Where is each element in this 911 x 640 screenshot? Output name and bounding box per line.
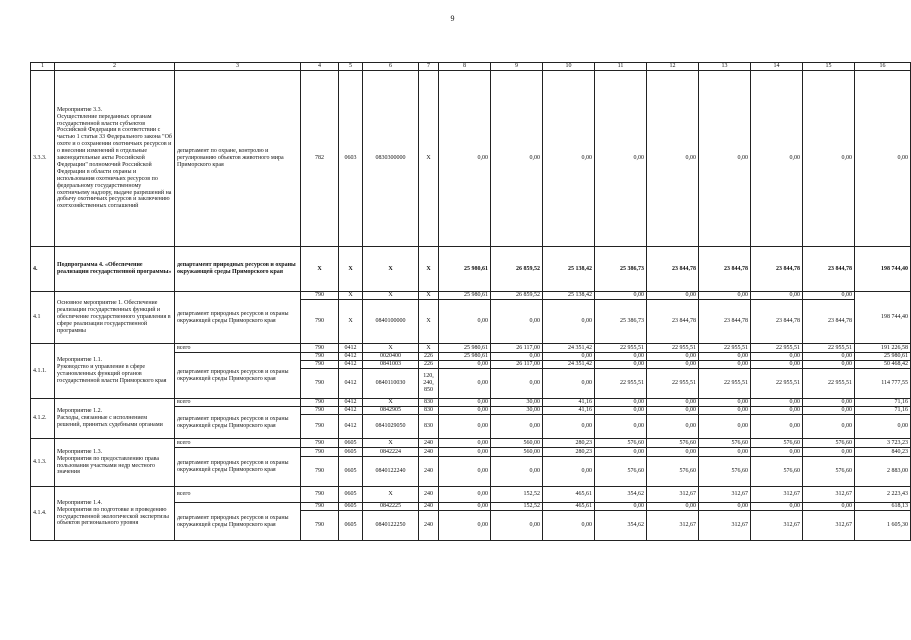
cell-vr: 830 [419, 399, 439, 407]
cell-value: 25 138,42 [543, 247, 595, 292]
cell-value: 22 955,51 [699, 369, 751, 399]
row-executor-all: всего [175, 399, 301, 407]
cell-value: 152,52 [491, 503, 543, 511]
page-number: 9 [450, 14, 455, 23]
cell-value: 0,00 [699, 353, 751, 361]
cell-value: 0,00 [439, 300, 491, 344]
cell-value: 576,60 [595, 457, 647, 487]
cell-value: 0,00 [751, 292, 803, 300]
cell-grbs: X [301, 247, 339, 292]
cell-value: 0,00 [439, 487, 491, 503]
cell-vr: 120, 240, 850 [419, 369, 439, 399]
cell-total: 198 744,40 [855, 292, 911, 344]
cell-rzpr: 0412 [339, 361, 363, 369]
cell-value: 0,00 [751, 503, 803, 511]
cell-value: 0,00 [595, 353, 647, 361]
cell-value: 0,00 [699, 361, 751, 369]
cell-value: 0,00 [439, 369, 491, 399]
cell-value: 1 605,30 [855, 511, 911, 541]
cell-rzpr: 0605 [339, 511, 363, 541]
cell-value: 0,00 [751, 353, 803, 361]
cell-grbs: 790 [301, 361, 339, 369]
cell-value: 576,60 [751, 457, 803, 487]
cell-value: 312,67 [647, 487, 699, 503]
cell-csr: X [363, 439, 419, 448]
cell-value: 576,60 [699, 457, 751, 487]
row-name: Мероприятие 1.2. Расходы, связанные с исполнением решений, принятых судебными органами [55, 399, 175, 439]
cell-value: 576,60 [751, 439, 803, 448]
cell-csr: 0842905 [363, 407, 419, 415]
cell-value: 0,00 [595, 415, 647, 439]
cell-vr: 240 [419, 511, 439, 541]
cell-value: 0,00 [803, 361, 855, 369]
cell-value: 22 955,51 [751, 344, 803, 353]
cell-value: 560,00 [491, 439, 543, 448]
row-executor: департамент природных ресурсов и охраны окружающей среды Приморского края [175, 407, 301, 439]
cell-value: 0,00 [491, 369, 543, 399]
cell-csr: 0840122240 [363, 457, 419, 487]
row-name: Основное мероприятие 1. Обеспечение реализации государственных функций и обеспечение государственного управления в сфере реализации государственной программы [55, 292, 175, 344]
cell-rzpr: 0412 [339, 407, 363, 415]
row-code: 4.1 [31, 292, 55, 344]
cell-value: 0,00 [803, 407, 855, 415]
cell-value: 0,00 [439, 399, 491, 407]
cell-csr: 0842224 [363, 448, 419, 457]
cell-vr: X [419, 292, 439, 300]
cell-value: 576,60 [803, 457, 855, 487]
cell-vr: 240 [419, 503, 439, 511]
cell-grbs: 790 [301, 369, 339, 399]
cell-value: 26 117,00 [491, 344, 543, 353]
cell-value: 0,00 [647, 503, 699, 511]
cell-value: 22 955,51 [647, 369, 699, 399]
cell-rzpr: 0605 [339, 448, 363, 457]
cell-value: 0,00 [699, 71, 751, 247]
cell-grbs: 790 [301, 292, 339, 300]
cell-value: 0,00 [595, 292, 647, 300]
cell-grbs: 790 [301, 487, 339, 503]
cell-grbs: 790 [301, 407, 339, 415]
cell-value: 0,00 [647, 407, 699, 415]
cell-grbs: 790 [301, 300, 339, 344]
cell-value: 0,00 [543, 71, 595, 247]
cell-value: 0,00 [439, 71, 491, 247]
cell-value: 25 386,73 [595, 300, 647, 344]
cell-value: 0,00 [647, 353, 699, 361]
cell-value: 0,00 [439, 415, 491, 439]
cell-rzpr: 0412 [339, 344, 363, 353]
cell-value: 191 226,58 [855, 344, 911, 353]
cell-value: 0,00 [699, 415, 751, 439]
cell-value: 0,00 [803, 399, 855, 407]
cell-value: 0,00 [647, 399, 699, 407]
cell-value: 312,67 [751, 511, 803, 541]
header-row [31, 63, 911, 71]
cell-value: 30,00 [491, 399, 543, 407]
cell-csr: X [363, 487, 419, 503]
cell-grbs: 790 [301, 457, 339, 487]
cell-value: 0,00 [439, 439, 491, 448]
cell-csr: 0020400 [363, 353, 419, 361]
cell-value: 0,00 [699, 399, 751, 407]
cell-csr: X [363, 247, 419, 292]
cell-value: 0,00 [595, 361, 647, 369]
row-executor: департамент природных ресурсов и охраны окружающей среды Приморского края [175, 503, 301, 541]
cell-value: 26 859,52 [491, 292, 543, 300]
cell-grbs: 790 [301, 439, 339, 448]
cell-csr: 0841003 [363, 361, 419, 369]
cell-value: 0,00 [699, 503, 751, 511]
cell-value: 22 955,51 [803, 369, 855, 399]
cell-value: 0,00 [543, 457, 595, 487]
cell-value: 0,00 [491, 457, 543, 487]
cell-value: 576,60 [647, 439, 699, 448]
cell-value: 0,00 [803, 71, 855, 247]
cell-vr: 240 [419, 448, 439, 457]
table-row [31, 344, 911, 353]
cell-value: 0,00 [595, 399, 647, 407]
cell-value: 0,00 [543, 369, 595, 399]
cell-value: 560,00 [491, 448, 543, 457]
row-name: Мероприятие 1.1. Руководство и управление в сфере установленных функций органов государственной власти Приморского края [55, 344, 175, 399]
cell-vr: 226 [419, 353, 439, 361]
cell-csr: 0840110030 [363, 369, 419, 399]
cell-value: 114 777,55 [855, 369, 911, 399]
header-cell: 10 [543, 63, 595, 71]
cell-grbs: 790 [301, 353, 339, 361]
cell-value: 0,00 [439, 407, 491, 415]
header-cell: 2 [55, 63, 175, 71]
cell-value: 23 844,78 [699, 247, 751, 292]
cell-vr: 240 [419, 487, 439, 503]
cell-value: 0,00 [491, 511, 543, 541]
cell-rzpr: 0605 [339, 487, 363, 503]
header-cell: 7 [419, 63, 439, 71]
cell-value: 0,00 [803, 292, 855, 300]
cell-grbs: 782 [301, 71, 339, 247]
cell-value: 0,00 [595, 503, 647, 511]
cell-value: 23 844,78 [803, 300, 855, 344]
cell-vr: X [419, 71, 439, 247]
cell-vr: 226 [419, 361, 439, 369]
cell-value: 23 844,78 [699, 300, 751, 344]
row-code: 4. [31, 247, 55, 292]
row-executor-all: всего [175, 439, 301, 448]
cell-value: 576,60 [647, 457, 699, 487]
cell-rzpr: 0603 [339, 71, 363, 247]
cell-grbs: 790 [301, 503, 339, 511]
row-code: 4.1.2. [31, 399, 55, 439]
cell-value: 0,00 [647, 415, 699, 439]
cell-value: 71,16 [855, 407, 911, 415]
cell-value: 312,67 [699, 487, 751, 503]
cell-rzpr: 0412 [339, 353, 363, 361]
row-executor: департамент природных ресурсов и охраны окружающей среды Приморского края [175, 448, 301, 487]
table-row [31, 71, 911, 247]
header-cell: 13 [699, 63, 751, 71]
cell-rzpr: 0605 [339, 503, 363, 511]
cell-vr: 830 [419, 415, 439, 439]
cell-value: 312,67 [803, 511, 855, 541]
header-cell: 16 [855, 63, 911, 71]
cell-value: 23 844,78 [647, 247, 699, 292]
cell-value: 26 117,00 [491, 361, 543, 369]
row-executor: департамент природных ресурсов и охраны окружающей среды Приморского края [175, 353, 301, 399]
cell-value: 0,00 [595, 448, 647, 457]
cell-value: 0,00 [439, 457, 491, 487]
cell-value: 312,67 [699, 511, 751, 541]
cell-value: 2 223,43 [855, 487, 911, 503]
cell-value: 0,00 [803, 415, 855, 439]
cell-rzpr: 0412 [339, 369, 363, 399]
row-executor-all: всего [175, 487, 301, 503]
cell-value: 25 138,42 [543, 292, 595, 300]
header-cell: 14 [751, 63, 803, 71]
row-code: 4.1.3. [31, 439, 55, 487]
cell-vr: X [419, 344, 439, 353]
cell-value: 24 351,42 [543, 344, 595, 353]
cell-value: 0,00 [543, 353, 595, 361]
cell-rzpr: 0412 [339, 399, 363, 407]
cell-rzpr: 0605 [339, 439, 363, 448]
header-cell: 6 [363, 63, 419, 71]
header-cell: 5 [339, 63, 363, 71]
cell-value: 312,67 [647, 511, 699, 541]
cell-value: 22 955,51 [803, 344, 855, 353]
row-code: 3.3.3. [31, 71, 55, 247]
row-executor: департамент природных ресурсов и охраны окружающей среды Приморского края [175, 292, 301, 344]
cell-value: 840,23 [855, 448, 911, 457]
cell-value: 0,00 [491, 300, 543, 344]
header-cell: 3 [175, 63, 301, 71]
cell-value: 0,00 [699, 407, 751, 415]
cell-value: 0,00 [543, 415, 595, 439]
cell-value: 25 386,73 [595, 247, 647, 292]
cell-grbs: 790 [301, 399, 339, 407]
cell-value: 152,52 [491, 487, 543, 503]
cell-value: 41,16 [543, 399, 595, 407]
row-code: 4.1.1. [31, 344, 55, 399]
cell-csr: 0830300000 [363, 71, 419, 247]
cell-vr: 240 [419, 457, 439, 487]
cell-value: 0,00 [751, 415, 803, 439]
cell-value: 576,60 [699, 439, 751, 448]
cell-value: 0,00 [439, 511, 491, 541]
cell-value: 0,00 [803, 353, 855, 361]
cell-rzpr: X [339, 247, 363, 292]
cell-value: 71,16 [855, 399, 911, 407]
row-executor: департамент по охране, контролю и регулированию объектов животного мира Приморского края [175, 71, 301, 247]
row-code: 4.1.4. [31, 487, 55, 541]
cell-value: 41,16 [543, 407, 595, 415]
cell-value: 0,00 [751, 71, 803, 247]
header-cell: 4 [301, 63, 339, 71]
table-row [31, 247, 911, 292]
cell-csr: 0841029050 [363, 415, 419, 439]
row-name: Подпрограмма 4. «Обеспечение реализации государственной программы» [55, 247, 175, 292]
cell-grbs: 790 [301, 448, 339, 457]
cell-value: 25 980,61 [439, 292, 491, 300]
cell-value: 0,00 [439, 361, 491, 369]
cell-value: 25 980,61 [439, 353, 491, 361]
cell-rzpr: 0412 [339, 415, 363, 439]
cell-vr: 830 [419, 407, 439, 415]
row-name: Мероприятие 3.3. Осуществление переданных органам государственной власти субъектов Российской Федерации в соответствии с частью 1 статьи 33 Федерального закона "Об охоте и о сохранении охотничьих ресурсов и о внесении изменений в отдельные законодательные акты Российской Федерации" полномочий Российской Федерации в области охраны и использования охотничьих ресурсов по федеральному государственному охотничьему надзору, выдаче разрешений на добычу охотничьих ресурсов и заключению охотхозяйственных соглашений [55, 71, 175, 247]
cell-value: 25 980,61 [855, 353, 911, 361]
cell-rzpr: X [339, 292, 363, 300]
cell-value: 50 468,42 [855, 361, 911, 369]
cell-value: 24 351,42 [543, 361, 595, 369]
table-row [31, 292, 911, 300]
cell-rzpr: X [339, 300, 363, 344]
cell-value: 0,00 [543, 511, 595, 541]
cell-value: 22 955,51 [751, 369, 803, 399]
cell-value: 0,00 [751, 407, 803, 415]
cell-value: 3 723,23 [855, 439, 911, 448]
cell-value: 0,00 [855, 71, 911, 247]
cell-value: 312,67 [803, 487, 855, 503]
cell-csr: 0840100000 [363, 300, 419, 344]
cell-value: 280,23 [543, 439, 595, 448]
cell-value: 465,61 [543, 487, 595, 503]
cell-value: 26 859,52 [491, 247, 543, 292]
row-name: Мероприятие 1.4. Мероприятия по подготовке и проведению государственной экологической экспертизы объектов регионального уровня [55, 487, 175, 541]
cell-value: 25 980,61 [439, 344, 491, 353]
cell-csr: X [363, 292, 419, 300]
cell-value: 25 980,61 [439, 247, 491, 292]
cell-value: 0,00 [439, 503, 491, 511]
cell-csr: X [363, 344, 419, 353]
cell-value: 198 744,40 [855, 247, 911, 292]
cell-value: 0,00 [491, 353, 543, 361]
cell-vr: 240 [419, 439, 439, 448]
cell-value: 2 883,00 [855, 457, 911, 487]
cell-value: 0,00 [803, 503, 855, 511]
cell-value: 23 844,78 [647, 300, 699, 344]
header-cell: 15 [803, 63, 855, 71]
table-row [31, 439, 911, 448]
cell-value: 0,00 [491, 71, 543, 247]
cell-value: 22 955,51 [647, 344, 699, 353]
table-row [31, 487, 911, 503]
cell-value: 23 844,78 [803, 247, 855, 292]
cell-value: 354,62 [595, 511, 647, 541]
row-executor: департамент природных ресурсов и охраны окружающей среды Приморского края [175, 247, 301, 292]
cell-vr: X [419, 300, 439, 344]
budget-table [30, 62, 911, 541]
cell-value: 0,00 [647, 361, 699, 369]
cell-value: 0,00 [751, 399, 803, 407]
cell-value: 0,00 [803, 448, 855, 457]
cell-value: 0,00 [595, 407, 647, 415]
cell-value: 0,00 [543, 300, 595, 344]
cell-value: 0,00 [699, 292, 751, 300]
cell-grbs: 790 [301, 415, 339, 439]
cell-value: 280,23 [543, 448, 595, 457]
header-cell: 8 [439, 63, 491, 71]
cell-value: 312,67 [751, 487, 803, 503]
cell-value: 618,13 [855, 503, 911, 511]
cell-value: 0,00 [647, 71, 699, 247]
cell-value: 0,00 [439, 448, 491, 457]
cell-grbs: 790 [301, 344, 339, 353]
cell-value: 23 844,78 [751, 300, 803, 344]
cell-value: 23 844,78 [751, 247, 803, 292]
header-cell: 1 [31, 63, 55, 71]
cell-value: 0,00 [699, 448, 751, 457]
cell-grbs: 790 [301, 511, 339, 541]
cell-value: 30,00 [491, 407, 543, 415]
row-executor-all: всего [175, 344, 301, 353]
cell-value: 0,00 [491, 415, 543, 439]
cell-csr: X [363, 399, 419, 407]
cell-value: 22 955,51 [595, 369, 647, 399]
cell-value: 576,60 [803, 439, 855, 448]
cell-vr: X [419, 247, 439, 292]
cell-csr: 0840122250 [363, 511, 419, 541]
cell-value: 22 955,51 [699, 344, 751, 353]
cell-csr: 0842225 [363, 503, 419, 511]
cell-value: 0,00 [647, 448, 699, 457]
cell-value: 0,00 [751, 448, 803, 457]
header-cell: 9 [491, 63, 543, 71]
header-cell: 12 [647, 63, 699, 71]
cell-value: 354,62 [595, 487, 647, 503]
cell-value: 0,00 [751, 361, 803, 369]
cell-value: 0,00 [647, 292, 699, 300]
table-row [31, 399, 911, 407]
header-cell: 11 [595, 63, 647, 71]
row-name: Мероприятие 1.3. Мероприятия по предоставлению права пользования участками недр местного значения [55, 439, 175, 487]
cell-value: 0,00 [595, 71, 647, 247]
cell-value: 22 955,51 [595, 344, 647, 353]
cell-value: 576,60 [595, 439, 647, 448]
cell-value: 465,61 [543, 503, 595, 511]
cell-value: 0,00 [855, 415, 911, 439]
cell-rzpr: 0605 [339, 457, 363, 487]
